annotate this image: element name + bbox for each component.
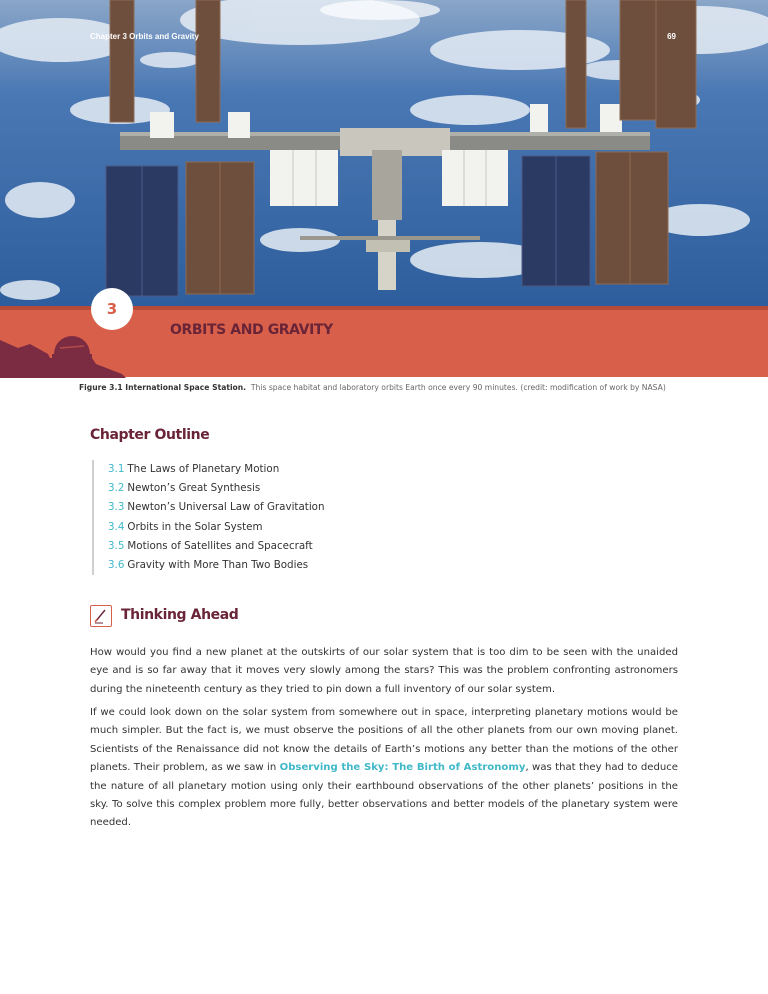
outline-item-number: 3.1 bbox=[108, 463, 125, 475]
pencil-icon bbox=[90, 605, 112, 627]
running-head: Chapter 3 Orbits and Gravity bbox=[90, 32, 199, 41]
outline-item[interactable] bbox=[108, 556, 325, 575]
chapter-outline-list bbox=[92, 460, 325, 575]
outline-item-label: Newton’s Great Synthesis bbox=[127, 482, 261, 495]
chapter-number: 3 bbox=[91, 288, 133, 330]
outline-item[interactable] bbox=[108, 479, 325, 498]
outline-item-label: Orbits in the Solar System bbox=[127, 520, 263, 533]
outline-item[interactable] bbox=[108, 518, 325, 537]
outline-item-label: Gravity with More Than Two Bodies bbox=[127, 559, 309, 572]
thinking-ahead-paragraph-2 bbox=[90, 704, 678, 833]
thinking-ahead-heading: Thinking Ahead bbox=[121, 607, 239, 623]
paragraph-text: If we could look down on the solar system from somewhere out in space, interpreting planetary motions would be much simpler. But the fact is, we must observe the positions of all the other planets from our own moving planet. Scientists of the Renaissance did not know the details of Earth’s motions any better than the motions of the other planets. Their problem, as we saw in bbox=[90, 707, 678, 774]
outline-item-number: 3.4 bbox=[108, 520, 125, 533]
outline-item[interactable] bbox=[108, 498, 325, 517]
observing-the-sky-link[interactable]: Observing the Sky: The Birth of Astronomy bbox=[279, 762, 526, 774]
outline-item-label: The Laws of Planetary Motion bbox=[127, 463, 280, 475]
page-number: 69 bbox=[667, 32, 676, 41]
figure-label: Figure 3.1 International Space Station. bbox=[79, 383, 247, 392]
outline-item-number: 3.3 bbox=[108, 501, 125, 514]
outline-item-number: 3.2 bbox=[108, 482, 125, 495]
outline-item-number: 3.6 bbox=[108, 559, 125, 572]
outline-item[interactable] bbox=[108, 537, 325, 556]
chapter-title: ORBITS AND GRAVITY bbox=[170, 322, 333, 338]
outline-item-number: 3.5 bbox=[108, 539, 125, 552]
space-station-photo bbox=[0, 0, 768, 312]
outline-item-label: Motions of Satellites and Spacecraft bbox=[127, 539, 313, 552]
outline-item[interactable] bbox=[108, 460, 325, 479]
figure-caption-text: This space habitat and laboratory orbits Earth once every 90 minutes. (credit: modification of work by NASA) bbox=[250, 383, 666, 392]
figure-caption bbox=[79, 383, 679, 393]
paragraph-text: , was that they had to deduce the nature of all planetary motion using only their earthbound observations of the other planets’ positions in the sky. To solve this complex problem more fully, better observations and better models of the planetary system were needed. bbox=[90, 762, 679, 829]
chapter-outline-heading: Chapter Outline bbox=[90, 427, 210, 443]
outline-item-label: Newton’s Universal Law of Gravitation bbox=[127, 501, 325, 514]
thinking-ahead-paragraph-1: How would you find a new planet at the outskirts of our solar system that is too dim to be seen with the unaided eye and is so far away that it moves very slowly among the stars? This was the problem confronting astronomers during the nineteenth century as they tried to pin down a full inventory of our solar system. bbox=[90, 647, 678, 695]
